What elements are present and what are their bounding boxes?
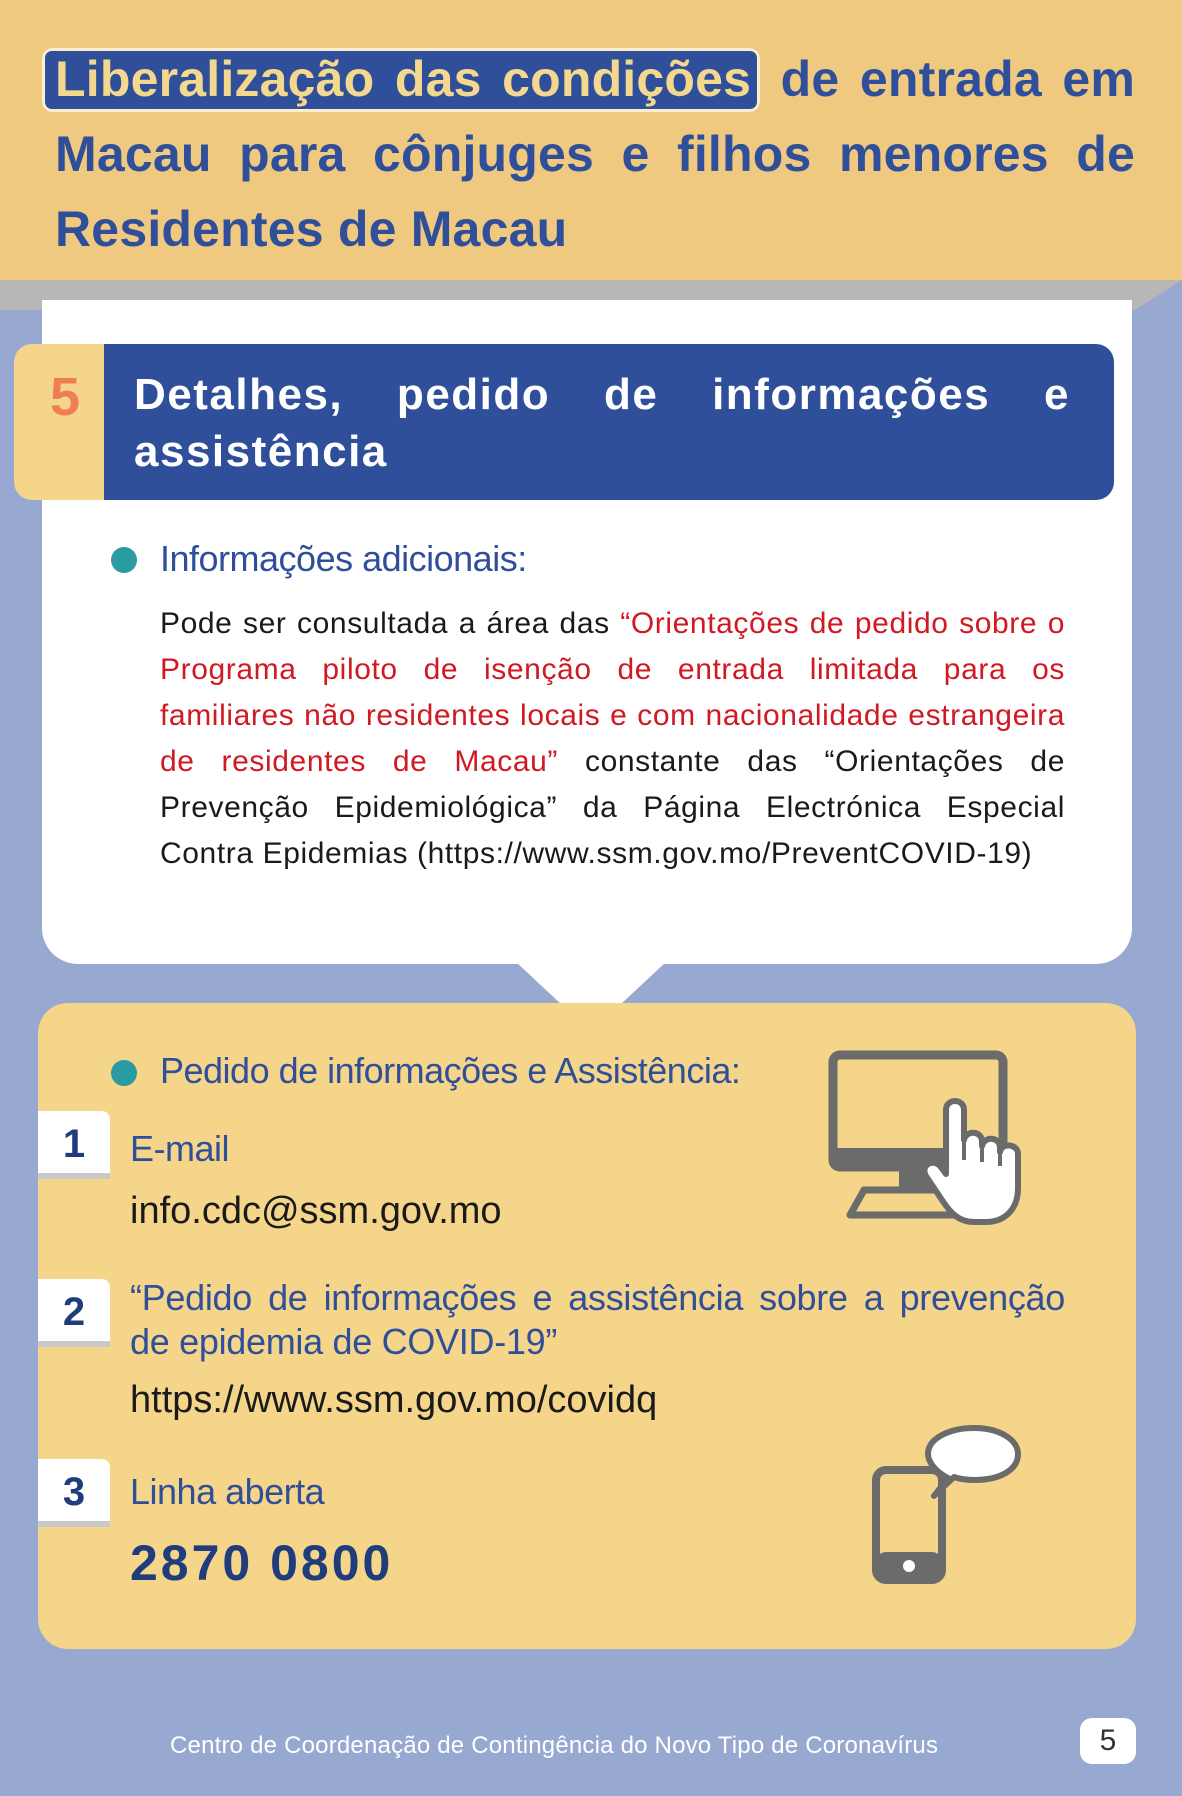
info-text-intro: Pode ser consultada a área das — [160, 607, 621, 640]
section-number: 5 — [50, 367, 81, 427]
info-text-source: constante das “Orientações de Prevenção Epidemiológica” da Página Electrónica Especial Contra Epidemias (https://www.ssm.gov.mo/PreventCOVID-19) — [160, 745, 1065, 870]
hotline-label: Linha aberta — [130, 1471, 325, 1512]
additional-info-heading: Informações adicionais: — [160, 538, 527, 579]
header-banner — [0, 0, 1182, 280]
email-address[interactable]: info.cdc@ssm.gov.mo — [130, 1190, 502, 1232]
page-title — [55, 42, 1135, 267]
contact-item-number: 1 — [38, 1111, 110, 1179]
additional-info-text — [160, 601, 1065, 877]
footer-organization: Centro de Coordenação de Contingência do Novo Tipo de Coronavírus — [170, 1732, 939, 1759]
page-number-badge: 5 — [1080, 1718, 1136, 1764]
info-text-guidelines: “Orientações de pedido sobre o Programa piloto de isenção de entrada limitada para os familiares não residentes locais e com nacionalidade estrangeira de residentes de Macau” — [160, 607, 1065, 778]
bullet-dot — [111, 1060, 137, 1086]
bullet-dot — [111, 547, 137, 573]
title-highlight: Liberalização das condições — [42, 48, 760, 112]
hotline-number[interactable]: 2870 0800 — [130, 1535, 394, 1591]
enquiry-form-link[interactable]: https://www.ssm.gov.mo/covidq — [130, 1379, 658, 1421]
title-rest: de entrada em Macau para cônjuges e filhos menores de Residentes de Macau — [55, 51, 1135, 257]
phone-chat-icon — [870, 1424, 1030, 1584]
enquiry-form-label: “Pedido de informações e assistência sobre a prevenção de epidemia de COVID-19” — [130, 1277, 1065, 1362]
contact-heading: Pedido de informações e Assistência: — [160, 1050, 741, 1091]
email-label: E-mail — [130, 1128, 230, 1169]
contact-item-number: 2 — [38, 1279, 110, 1347]
section-title: Detalhes, pedido de informações e assistência — [134, 370, 1070, 476]
contact-item-number: 3 — [38, 1459, 110, 1527]
section-heading-bar — [104, 344, 1114, 500]
computer-click-icon — [826, 1048, 1066, 1236]
